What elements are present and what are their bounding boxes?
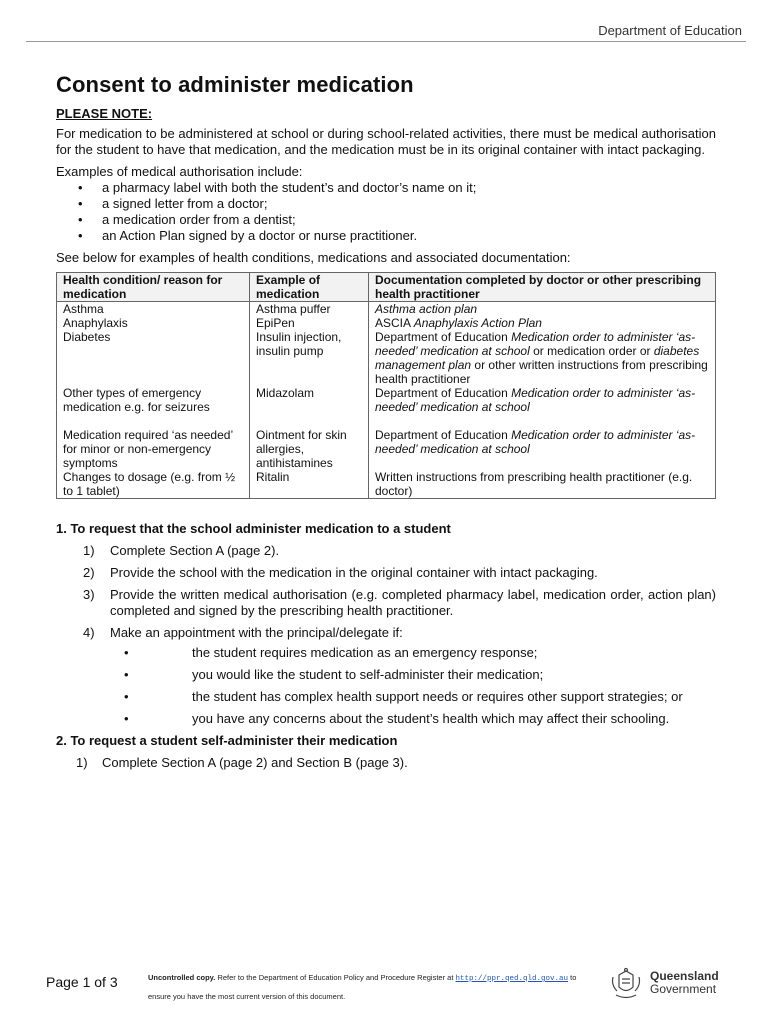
step-number: 4) bbox=[83, 625, 95, 640]
step-number: 1) bbox=[76, 755, 88, 770]
list-item: • a pharmacy label with both the student’s and doctor’s name on it; bbox=[102, 180, 716, 196]
list-item: • you have any concerns about the student’s health which may affect their schooling. bbox=[138, 711, 716, 727]
cell-documentation: Asthma action plan bbox=[369, 302, 716, 317]
page-title: Consent to administer medication bbox=[56, 72, 414, 97]
table-row bbox=[57, 386, 716, 414]
table-row bbox=[57, 316, 716, 330]
page-number: Page 1 of 3 bbox=[46, 974, 118, 990]
section-1-heading: 1. To request that the school administer medication to a student bbox=[56, 521, 451, 536]
doc-text-italic: Medication order to administer ‘as-needed’ medication at school bbox=[375, 428, 696, 456]
table-row bbox=[57, 428, 716, 470]
header-divider bbox=[26, 41, 746, 42]
step-text: Make an appointment with the principal/delegate if: bbox=[110, 625, 403, 640]
appointment-reasons-list bbox=[110, 645, 716, 727]
uncontrolled-label: Uncontrolled copy. bbox=[148, 973, 216, 982]
list-item bbox=[56, 587, 716, 619]
cell-medication: Midazolam bbox=[250, 386, 369, 414]
list-item: • a medication order from a dentist; bbox=[102, 212, 716, 228]
step-number: 2) bbox=[83, 565, 95, 580]
table-spacer-row bbox=[57, 414, 716, 428]
list-item: • an Action Plan signed by a doctor or nurse practitioner. bbox=[102, 228, 716, 244]
step-text: Provide the school with the medication in the original container with intact packaging. bbox=[110, 565, 598, 580]
doc-text: Department of Education bbox=[375, 428, 512, 442]
table-header-row bbox=[57, 273, 716, 302]
cell-condition: Asthma bbox=[57, 302, 250, 317]
table-row bbox=[57, 470, 716, 499]
column-header-medication: Example of medication bbox=[250, 273, 369, 302]
table-row bbox=[57, 330, 716, 386]
cell-medication: Asthma puffer bbox=[250, 302, 369, 317]
spacer-cell bbox=[57, 414, 250, 428]
doc-text: Department of Education bbox=[375, 386, 512, 400]
see-below-text: See below for examples of health conditions, medications and associated documentation: bbox=[56, 250, 571, 265]
list-item: • the student has complex health support needs or requires other support strategies; or bbox=[138, 689, 716, 705]
step-number: 1) bbox=[83, 543, 95, 558]
section-2-steps bbox=[56, 755, 716, 771]
cell-condition: Changes to dosage (e.g. from ½ to 1 tablet) bbox=[57, 470, 250, 499]
step-text: Complete Section A (page 2) and Section B (page 3). bbox=[102, 755, 408, 770]
refer-text: Refer to the Department of Education Policy and Procedure Register at bbox=[215, 973, 456, 982]
table-row bbox=[57, 302, 716, 317]
health-conditions-table bbox=[56, 272, 716, 499]
intro-paragraph: For medication to be administered at school or during school-related activities, there must be medical authorisation for the student to have that medication, and the medication must be in its original container with intact packaging. bbox=[56, 126, 716, 157]
step-text: Complete Section A (page 2). bbox=[110, 543, 280, 558]
queensland-crest-icon bbox=[608, 967, 644, 1003]
section-2-heading: 2. To request a student self-administer their medication bbox=[56, 733, 398, 748]
cell-documentation: Written instructions from prescribing health practitioner (e.g. doctor) bbox=[369, 470, 716, 499]
cell-condition: Medication required ‘as needed’ for minor or non-emergency symptoms bbox=[57, 428, 250, 470]
list-item bbox=[56, 625, 716, 727]
department-name: Department of Education bbox=[598, 23, 742, 38]
list-item bbox=[56, 565, 716, 581]
cell-documentation bbox=[369, 386, 716, 414]
to-text: to bbox=[568, 973, 577, 982]
doc-text: or medication order or bbox=[529, 344, 654, 358]
please-note-label: PLEASE NOTE: bbox=[56, 106, 153, 121]
doc-text-italic: diabetes management plan bbox=[375, 344, 700, 372]
cell-documentation bbox=[369, 330, 716, 386]
list-item: • you would like the student to self-administer their medication; bbox=[138, 667, 716, 683]
doc-text-italic: Medication order to administer ‘as-needed’ medication at school bbox=[375, 330, 696, 358]
qld-name: Queensland bbox=[650, 969, 719, 983]
authorisation-examples-list bbox=[56, 180, 716, 244]
column-header-documentation: Documentation completed by doctor or other prescribing health practitioner bbox=[369, 273, 716, 302]
document-body bbox=[56, 106, 716, 777]
doc-text-italic: Anaphylaxis Action Plan bbox=[413, 316, 542, 330]
uncontrolled-copy-notice bbox=[148, 969, 598, 1005]
cell-medication: Insulin injection, insulin pump bbox=[250, 330, 369, 386]
step-number: 3) bbox=[83, 587, 95, 602]
cell-documentation bbox=[369, 316, 716, 330]
cell-condition: Other types of emergency medication e.g. for seizures bbox=[57, 386, 250, 414]
doc-text: ASCIA bbox=[375, 316, 414, 330]
cell-documentation bbox=[369, 428, 716, 470]
doc-text: or other written instructions from prescribing health practitioner bbox=[375, 358, 708, 386]
doc-text: Department of Education bbox=[375, 330, 512, 344]
spacer-cell bbox=[250, 414, 369, 428]
queensland-government-logo bbox=[608, 967, 756, 1003]
cell-medication: Ritalin bbox=[250, 470, 369, 499]
cell-condition: Anaphylaxis bbox=[57, 316, 250, 330]
footnote-line-2: ensure you have the most current version of this document. bbox=[148, 992, 346, 1001]
doc-text-italic: Medication order to administer ‘as-needed’ medication at school bbox=[375, 386, 696, 414]
cell-medication: EpiPen bbox=[250, 316, 369, 330]
list-item bbox=[56, 755, 716, 771]
section-1-steps bbox=[56, 543, 716, 727]
step-text: Provide the written medical authorisation (e.g. completed pharmacy label, medication order, action plan) completed and signed by the prescribing health practitioner. bbox=[110, 587, 716, 618]
list-item: • a signed letter from a doctor; bbox=[102, 196, 716, 212]
list-item: • the student requires medication as an emergency response; bbox=[138, 645, 716, 661]
list-item bbox=[56, 543, 716, 559]
examples-intro: Examples of medical authorisation include: bbox=[56, 164, 303, 179]
column-header-condition: Health condition/ reason for medication bbox=[57, 273, 250, 302]
ppr-link[interactable]: http://ppr.qed.qld.gov.au bbox=[455, 975, 569, 983]
qld-government: Government bbox=[650, 982, 717, 996]
page-footer bbox=[46, 969, 746, 1009]
spacer-cell bbox=[369, 414, 716, 428]
cell-medication: Ointment for skin allergies, antihistamines bbox=[250, 428, 369, 470]
cell-condition: Diabetes bbox=[57, 330, 250, 386]
